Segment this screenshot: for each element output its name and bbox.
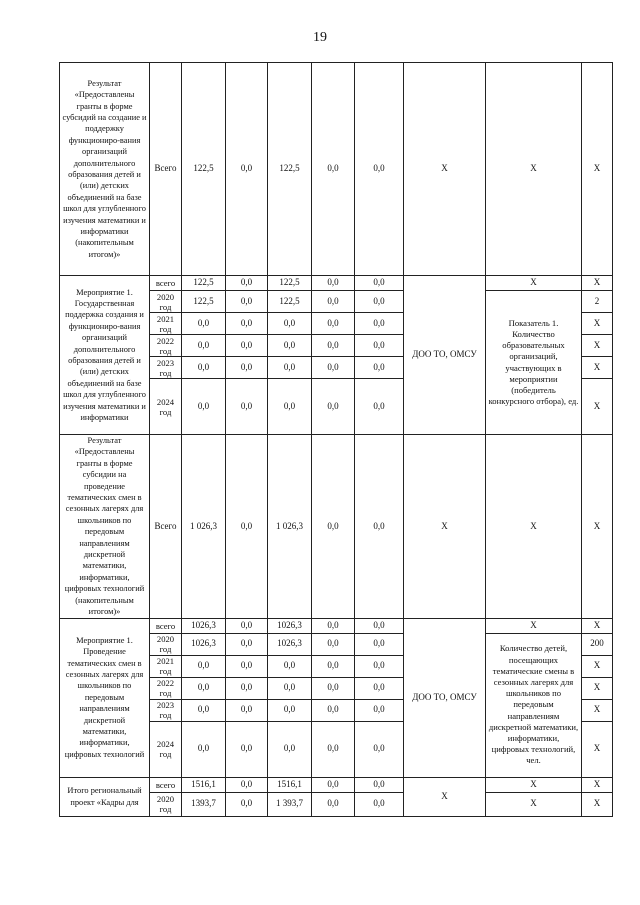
period-cell: 2024 год xyxy=(150,721,182,777)
value-cell: 0,0 xyxy=(226,618,268,633)
table-row xyxy=(60,63,613,276)
table-row xyxy=(60,276,613,291)
period-cell: 2023 год xyxy=(150,699,182,721)
value-cell: 0,0 xyxy=(226,63,268,276)
value-cell: 0,0 xyxy=(182,655,226,677)
value-cell: 1026,3 xyxy=(182,633,226,655)
table-row xyxy=(60,618,613,633)
value-cell: 1026,3 xyxy=(182,618,226,633)
value-cell: 0,0 xyxy=(312,313,355,335)
value-cell: 0,0 xyxy=(312,655,355,677)
executor-cell: Х xyxy=(404,435,486,619)
value-cell: 0,0 xyxy=(312,792,355,816)
indicator-cell: Х xyxy=(486,792,582,816)
target-cell: 200 xyxy=(582,633,613,655)
value-cell: 0,0 xyxy=(355,633,404,655)
value-cell: 0,0 xyxy=(226,379,268,435)
indicator-cell: Х xyxy=(486,777,582,792)
table-row xyxy=(60,777,613,792)
value-cell: 0,0 xyxy=(312,677,355,699)
value-cell: 1516,1 xyxy=(182,777,226,792)
value-cell: 0,0 xyxy=(312,357,355,379)
value-cell: 0,0 xyxy=(226,357,268,379)
target-cell: Х xyxy=(582,777,613,792)
target-cell: Х xyxy=(582,618,613,633)
value-cell: 0,0 xyxy=(182,379,226,435)
period-cell: 2023 год xyxy=(150,357,182,379)
value-cell: 0,0 xyxy=(226,291,268,313)
target-cell: Х xyxy=(582,655,613,677)
value-cell: 0,0 xyxy=(312,435,355,619)
indicator-cell: Показатель 1. Количество образовательных организаций, участвующих в мероприятии (победитель конкурсного отбора), ед. xyxy=(486,291,582,435)
value-cell: 0,0 xyxy=(226,435,268,619)
value-cell: 0,0 xyxy=(312,379,355,435)
value-cell: 0,0 xyxy=(355,699,404,721)
budget-table xyxy=(59,62,613,817)
value-cell: 0,0 xyxy=(355,313,404,335)
value-cell: 122,5 xyxy=(182,276,226,291)
value-cell: 0,0 xyxy=(226,721,268,777)
period-cell: 2024 год xyxy=(150,379,182,435)
target-cell: Х xyxy=(582,313,613,335)
value-cell: 0,0 xyxy=(226,699,268,721)
value-cell: 1026,3 xyxy=(268,618,312,633)
indicator-cell: Х xyxy=(486,618,582,633)
value-cell: 0,0 xyxy=(226,677,268,699)
period-cell: 2021 год xyxy=(150,655,182,677)
value-cell: 0,0 xyxy=(226,276,268,291)
value-cell: 0,0 xyxy=(312,276,355,291)
value-cell: 1 026,3 xyxy=(182,435,226,619)
target-cell: Х xyxy=(582,379,613,435)
indicator-cell: Количество детей, посещающих тематические смены в сезонных лагерях для школьников по передовым направлениям дискретной математики, информатики, цифровых технологий, чел. xyxy=(486,633,582,777)
period-cell: Всего xyxy=(150,435,182,619)
period-cell: всего xyxy=(150,276,182,291)
value-cell: 0,0 xyxy=(355,335,404,357)
value-cell: 0,0 xyxy=(182,335,226,357)
value-cell: 122,5 xyxy=(268,291,312,313)
value-cell: 1026,3 xyxy=(268,633,312,655)
value-cell: 122,5 xyxy=(268,63,312,276)
value-cell: 0,0 xyxy=(226,633,268,655)
value-cell: 1516,1 xyxy=(268,777,312,792)
period-cell: 2020 год xyxy=(150,633,182,655)
value-cell: 0,0 xyxy=(268,379,312,435)
value-cell: 0,0 xyxy=(312,335,355,357)
value-cell: 0,0 xyxy=(182,677,226,699)
period-cell: 2020 год xyxy=(150,291,182,313)
value-cell: 0,0 xyxy=(226,777,268,792)
value-cell: 1 393,7 xyxy=(268,792,312,816)
value-cell: 0,0 xyxy=(312,291,355,313)
target-cell: Х xyxy=(582,276,613,291)
value-cell: 0,0 xyxy=(355,291,404,313)
value-cell: 1 026,3 xyxy=(268,435,312,619)
target-cell: Х xyxy=(582,792,613,816)
total-name: Итого региональный проект «Кадры для xyxy=(60,777,150,816)
value-cell: 0,0 xyxy=(355,618,404,633)
executor-cell: ДОО ТО, ОМСУ xyxy=(404,276,486,435)
value-cell: 0,0 xyxy=(312,721,355,777)
period-cell: 2022 год xyxy=(150,677,182,699)
value-cell: 0,0 xyxy=(312,618,355,633)
target-cell: Х xyxy=(582,335,613,357)
value-cell: 0,0 xyxy=(226,335,268,357)
event-name: Мероприятие 1. Государственная поддержка создания и функциониро-вания организаций дополнительного образования детей и (или) детских объединений на базе школ для углубленного изучения математики и информатики xyxy=(60,276,150,435)
indicator-cell: Х xyxy=(486,435,582,619)
indicator-cell: Х xyxy=(486,276,582,291)
value-cell: 0,0 xyxy=(226,655,268,677)
value-cell: 0,0 xyxy=(268,699,312,721)
period-cell: 2022 год xyxy=(150,335,182,357)
value-cell: 1393,7 xyxy=(182,792,226,816)
result-name: Результат «Предоставлены гранты в форме субсидии на проведение тематических смен в сезонных лагерях для школьников по передовым направлениям дискретной математики, информатики, цифровых технологий (накопительным итогом)» xyxy=(60,435,150,619)
value-cell: 0,0 xyxy=(268,357,312,379)
value-cell: 0,0 xyxy=(355,357,404,379)
value-cell: 122,5 xyxy=(268,276,312,291)
value-cell: 0,0 xyxy=(268,335,312,357)
value-cell: 0,0 xyxy=(268,313,312,335)
period-cell: 2021 год xyxy=(150,313,182,335)
value-cell: 0,0 xyxy=(226,313,268,335)
target-cell: 2 xyxy=(582,291,613,313)
value-cell: 0,0 xyxy=(355,721,404,777)
value-cell: 0,0 xyxy=(226,792,268,816)
page-number: 19 xyxy=(313,30,327,45)
value-cell: 0,0 xyxy=(182,357,226,379)
executor-cell: ДОО ТО, ОМСУ xyxy=(404,618,486,777)
value-cell: 0,0 xyxy=(355,655,404,677)
value-cell: 0,0 xyxy=(268,677,312,699)
executor-cell: Х xyxy=(404,63,486,276)
target-cell: Х xyxy=(582,435,613,619)
value-cell: 0,0 xyxy=(355,435,404,619)
value-cell: 0,0 xyxy=(312,699,355,721)
target-cell: Х xyxy=(582,721,613,777)
value-cell: 0,0 xyxy=(312,777,355,792)
value-cell: 0,0 xyxy=(355,677,404,699)
value-cell: 0,0 xyxy=(355,276,404,291)
table-row xyxy=(60,435,613,619)
target-cell: Х xyxy=(582,63,613,276)
value-cell: 0,0 xyxy=(182,699,226,721)
value-cell: 0,0 xyxy=(268,721,312,777)
value-cell: 0,0 xyxy=(268,655,312,677)
period-cell: 2020 год xyxy=(150,792,182,816)
value-cell: 0,0 xyxy=(355,63,404,276)
value-cell: 0,0 xyxy=(312,633,355,655)
target-cell: Х xyxy=(582,677,613,699)
value-cell: 122,5 xyxy=(182,63,226,276)
value-cell: 0,0 xyxy=(355,379,404,435)
event-name: Мероприятие 1. Проведение тематических смен в сезонных лагерях для школьников по передовым направлениям дискретной математики, информатики, цифровых технологий xyxy=(60,618,150,777)
value-cell: 122,5 xyxy=(182,291,226,313)
period-cell: Всего xyxy=(150,63,182,276)
value-cell: 0,0 xyxy=(182,313,226,335)
target-cell: Х xyxy=(582,357,613,379)
result-name: Результат «Предоставлены гранты в форме субсидий на создание и поддержку функциониро-вания организаций дополнительного образования детей и (или) детских объединений на базе школ для углубленного изучения математики и информатики (накопительным итогом)» xyxy=(60,63,150,276)
target-cell: Х xyxy=(582,699,613,721)
value-cell: 0,0 xyxy=(355,777,404,792)
indicator-cell: Х xyxy=(486,63,582,276)
executor-cell: Х xyxy=(404,777,486,816)
period-cell: всего xyxy=(150,777,182,792)
period-cell: всего xyxy=(150,618,182,633)
value-cell: 0,0 xyxy=(182,721,226,777)
value-cell: 0,0 xyxy=(355,792,404,816)
value-cell: 0,0 xyxy=(312,63,355,276)
table-body xyxy=(60,63,613,817)
